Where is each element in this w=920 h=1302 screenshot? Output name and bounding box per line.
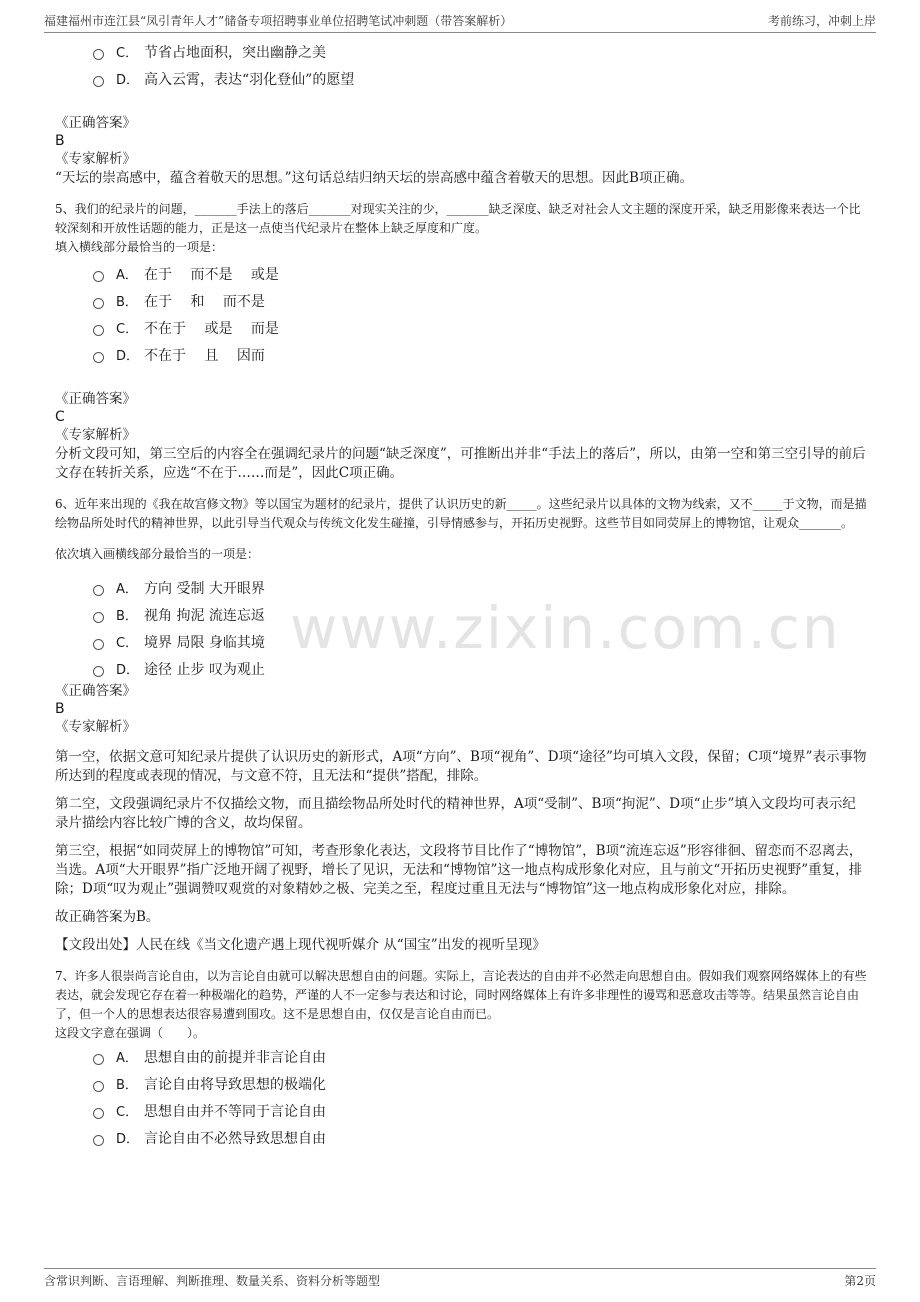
option-key: C． (116, 1105, 139, 1120)
option-a[interactable] (55, 260, 867, 287)
question-5 (55, 200, 867, 483)
analysis-conclusion: 故正确答案为B。 (55, 909, 160, 925)
option-a[interactable] (55, 574, 867, 601)
answer-value: C (55, 409, 65, 425)
footer-note: 含常识判断、言语理解、判断推理、数量关系、资料分析等题型 (44, 1274, 381, 1288)
option-d[interactable] (55, 1124, 867, 1151)
document-title: 福建福州市连江县“凤引青年人才”储备专项招聘事业单位招聘笔试冲刺题（带答案解析） (44, 14, 513, 28)
answer-label: 《正确答案》 (55, 683, 136, 699)
option-text: 境界 局限 身临其境 (144, 634, 265, 651)
radio-icon[interactable] (93, 1108, 104, 1119)
page-number: 第2页 (844, 1274, 876, 1288)
option-text: 思想自由的前提并非言论自由 (144, 1049, 326, 1066)
option-d[interactable] (55, 341, 867, 368)
option-c[interactable] (55, 628, 867, 655)
option-b[interactable] (55, 287, 867, 314)
option-key: D． (116, 1132, 140, 1147)
radio-icon[interactable] (93, 325, 104, 336)
option-key: B． (116, 609, 138, 624)
radio-icon[interactable] (93, 76, 104, 87)
radio-icon[interactable] (93, 271, 104, 282)
question-prompt: 这段文字意在强调（ ）。 (55, 1026, 206, 1040)
header-slogan: 考前练习，冲刺上岸 (767, 14, 876, 28)
option-text: 言论自由将导致思想的极端化 (144, 1076, 326, 1093)
radio-icon[interactable] (93, 585, 104, 596)
page-content (55, 38, 867, 1151)
watermark: www.zixin.com.cn (290, 594, 841, 662)
option-key: C． (116, 46, 139, 61)
radio-icon[interactable] (93, 1135, 104, 1146)
option-text: 思想自由并不等同于言论自由 (144, 1103, 326, 1120)
page-footer (44, 1268, 876, 1291)
radio-icon[interactable] (93, 352, 104, 363)
answer-value: B (55, 701, 65, 717)
answer-label: 《正确答案》 (55, 115, 136, 131)
analysis-paragraph: 第三空，根据“如同荧屏上的博物馆”可知，考查形象化表达，文段将节目比作了“博物馆”，B项“流连忘返”形容徘徊、留恋而不忍离去，当选。A项“大开眼界”指广泛地开阔了视野，增长了见识，无法和“博物馆”这一地点构成形象化对应，且与前文“开拓历史视野”重复，排除；D项“叹为观止”强调赞叹观赏的对象精妙之极、完美之至，程度过重且无法与“博物馆”这一地点构成形象化对应，排除。 (55, 843, 863, 897)
option-text: 视角 拘泥 流连忘返 (144, 607, 265, 624)
analysis-paragraph: 第二空，文段强调纪录片不仅描绘文物，而且描绘物品所处时代的精神世界，A项“受制”、B项“拘泥”、D项“止步”填入文段均可表示纪录片描绘内容比较广博的含义，故均保留。 (55, 796, 856, 831)
question-prompt: 填入横线部分最恰当的一项是： (55, 240, 224, 254)
option-b[interactable] (55, 601, 867, 628)
option-key: A． (116, 582, 138, 597)
option-text: 途径 止步 叹为观止 (144, 661, 265, 678)
analysis-text: “天坛的崇高感中，蕴含着敬天的思想。”这句话总结归纳天坛的崇高感中蕴含着敬天的思想。因此B项正确。 (55, 170, 693, 186)
option-key: D． (116, 349, 140, 364)
analysis-label: 《专家解析》 (55, 151, 136, 167)
option-a[interactable] (55, 1043, 867, 1070)
option-key: C． (116, 322, 139, 337)
radio-icon[interactable] (93, 1054, 104, 1065)
source-citation: 【文段出处】人民在线《当文化遗产遇上现代视听媒介 从“国宝”出发的视听呈现》 (55, 937, 546, 953)
question-7 (55, 967, 867, 1151)
option-c[interactable] (55, 314, 867, 341)
radio-icon[interactable] (93, 49, 104, 60)
option-text: 在于 而不是 或是 (144, 266, 279, 283)
analysis-text: 分析文段可知，第三空后的内容全在强调纪录片的问题“缺乏深度”，可推断出并非“手法上的落后”，所以，由第一空和第三空引导的前后文存在转折关系，应选“不在于……而是”，因此C项正确。 (55, 446, 866, 481)
option-text: 方向 受制 大开眼界 (144, 580, 265, 597)
radio-icon[interactable] (93, 1081, 104, 1092)
option-text: 在于 和 而不是 (144, 293, 265, 310)
answer-label: 《正确答案》 (55, 391, 136, 407)
question-prompt: 依次填入画横线部分最恰当的一项是： (55, 547, 260, 561)
option-d[interactable] (55, 655, 867, 682)
question-6 (55, 495, 867, 955)
option-text: 言论自由不必然导致思想自由 (144, 1130, 326, 1147)
analysis-label: 《专家解析》 (55, 427, 136, 443)
option-key: B． (116, 1078, 138, 1093)
option-c[interactable] (55, 38, 867, 65)
option-key: A． (116, 1051, 138, 1066)
analysis-label: 《专家解析》 (55, 719, 136, 735)
option-key: B． (116, 295, 138, 310)
option-key: C． (116, 636, 139, 651)
option-key: A． (116, 268, 138, 283)
option-key: D． (116, 73, 140, 88)
option-text: 不在于 且 因而 (144, 347, 265, 364)
analysis-paragraph: 第一空，依据文意可知纪录片提供了认识历史的新形式，A项“方向”、B项“视角”、D项“途径”均可填入文段，保留；C项“境界”表示事物所达到的程度或表现的情况，与文意不符，且无法和“提供”搭配，排除。 (55, 749, 867, 784)
option-c[interactable] (55, 1097, 867, 1124)
option-d[interactable] (55, 65, 867, 92)
page-header (44, 10, 876, 33)
radio-icon[interactable] (93, 639, 104, 650)
question-4 (55, 38, 867, 188)
option-b[interactable] (55, 1070, 867, 1097)
question-stem: 7、许多人很崇尚言论自由，以为言论自由就可以解决思想自由的问题。实际上，言论表达的自由并不必然走向思想自由。假如我们观察网络媒体上的有些表达，就会发现它存在着一种极端化的趋势，严谨的人不一定参与表达和讨论，同时网络媒体上有许多非理性的谩骂和恶意攻击等等。结果虽然言论自由了，但一个人的思想表达很容易遭到围攻。这不是思想自由，仅仅是言论自由而已。 (55, 969, 867, 1021)
radio-icon[interactable] (93, 666, 104, 677)
option-key: D． (116, 663, 140, 678)
option-text: 不在于 或是 而是 (144, 320, 279, 337)
question-stem: 6、近年来出现的《我在故宫修文物》等以国宝为题材的纪录片，提供了认识历史的新_____。这些纪录片以具体的文物为线索，又不_____于文物，而是描绘物品所处时代的精神世界，以此引导当代观众与传统文化发生碰撞，引导情感参与，开拓历史视野。这些节目如同荧屏上的博物馆，让观众_______。 (55, 497, 867, 530)
question-stem: 5、我们的纪录片的问题，_______手法上的落后_______对现实关注的少，_______缺乏深度、缺乏对社会人文主题的深度开采，缺乏用影像来表达一个比较深刻和开放性话题的能力，正是这一点使当代纪录片在整体上缺乏厚度和广度。 (55, 202, 861, 235)
radio-icon[interactable] (93, 298, 104, 309)
answer-value: B (55, 133, 65, 149)
radio-icon[interactable] (93, 612, 104, 623)
option-text: 高入云霄，表达“羽化登仙”的愿望 (144, 71, 355, 88)
option-text: 节省占地面积，突出幽静之美 (144, 44, 326, 61)
